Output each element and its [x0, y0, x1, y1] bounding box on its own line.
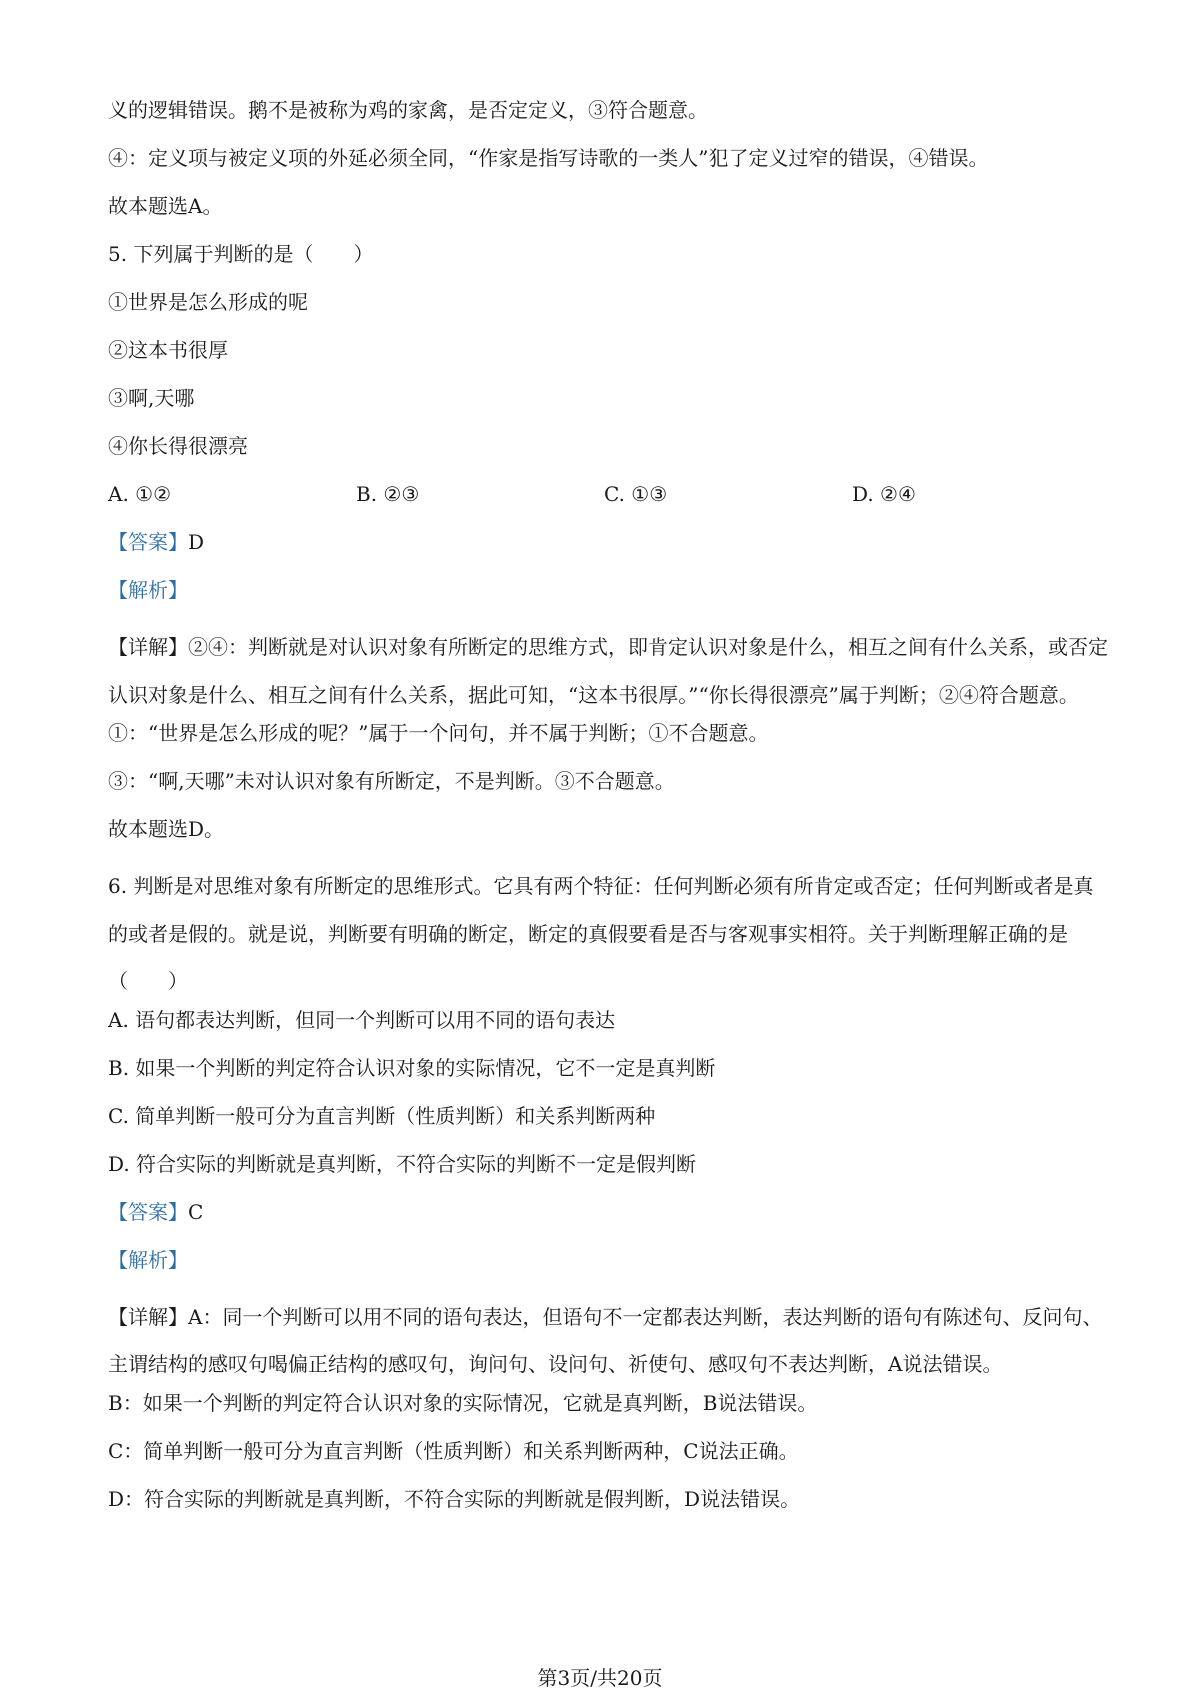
question-6-detail-paragraph — [108, 1294, 1108, 1389]
question-5-answer — [108, 528, 1108, 556]
question-5-item-3: ③啊,天哪 — [108, 386, 195, 410]
question-6-stem: 6. 判断是对思维对象有所断定的思维形式。它具有两个特征：任何判断必须有所肯定或否定；任何判断或者是真的或者是假的。就是说，判断要有明确的断定，断定的真假要看是否与客观事实相符。关于判断理解正确的是（ ） — [108, 874, 1094, 993]
question-6-option-c: C. 简单判断一般可分为直言判断（性质判断）和关系判断两种 — [108, 1103, 656, 1128]
answer-tag: 【答案】 — [108, 1199, 188, 1224]
question-5-option-b: B. ②③ — [356, 482, 420, 506]
question-5-stem: 5. 下列属于判断的是（ ） — [108, 242, 374, 266]
intro-line-1: 义的逻辑错误。鹅不是被称为鸡的家禽，是否定定义，③符合题意。 — [108, 98, 708, 122]
question-6-analysis — [108, 1246, 1108, 1274]
answer-value: C — [188, 1199, 204, 1224]
question-6-detail-line-3: C：简单判断一般可分为直言判断（性质判断）和关系判断两种，C说法正确。 — [108, 1438, 799, 1463]
question-5-item-1: ①世界是怎么形成的呢 — [108, 290, 308, 314]
question-5-item-2: ②这本书很厚 — [108, 338, 228, 362]
question-5-option-a: A. ①② — [108, 482, 172, 506]
page-footer: 第3页/共20页 — [537, 1666, 663, 1690]
question-5-option-c: C. ①③ — [604, 482, 668, 506]
question-5-item-4: ④你长得很漂亮 — [108, 434, 248, 458]
question-6-detail-line-2: B：如果一个判断的判定符合认识对象的实际情况，它就是真判断，B说法错误。 — [108, 1390, 818, 1415]
analysis-tag: 【解析】 — [108, 1247, 188, 1272]
page-content — [108, 96, 1108, 1533]
question-6-option-b: B. 如果一个判断的判定符合认识对象的实际情况，它不一定是真判断 — [108, 1055, 716, 1080]
detail-text: ②④：判断就是对认识对象有所断定的思维方式，即肯定认识对象是什么，相互之间有什么关系，或否定认识对象是什么、相互之间有什么关系，据此可知，“这本书很厚。”“你长得很漂亮”属于判断；②④符合题意。 — [108, 635, 1108, 707]
question-5-detail-paragraph — [108, 624, 1108, 719]
question-5-analysis — [108, 576, 1108, 604]
question-6-detail-line-4: D：符合实际的判断就是真判断，不符合实际的判断就是假判断，D说法错误。 — [108, 1486, 801, 1511]
answer-tag: 【答案】 — [108, 530, 188, 554]
analysis-tag: 【解析】 — [108, 578, 188, 602]
answer-value: D — [188, 530, 205, 554]
question-6-option-d: D. 符合实际的判断就是真判断，不符合实际的判断不一定是假判断 — [108, 1151, 697, 1176]
question-5-conclusion: 故本题选D。 — [108, 817, 225, 841]
question-5-detail-line-3: ③：“啊,天哪”未对认识对象有所断定，不是判断。③不合题意。 — [108, 769, 675, 793]
question-5-options — [108, 480, 1108, 508]
detail-text: A：同一个判断可以用不同的语句表达，但语句不一定都表达判断，表达判断的语句有陈述句、反问句、主谓结构的感叹句喝偏正结构的感叹句，询问句、设问句、祈使句、感叹句不表达判断，A说法错误。 — [108, 1304, 1103, 1376]
question-5-option-d: D. ②④ — [852, 482, 916, 506]
detail-tag: 【详解】 — [108, 1304, 188, 1329]
question-6-answer — [108, 1198, 1108, 1226]
intro-line-3: 故本题选A。 — [108, 194, 223, 218]
detail-tag: 【详解】 — [108, 635, 188, 659]
intro-line-2: ④：定义项与被定义项的外延必须全同，“作家是指写诗歌的一类人”犯了定义过窄的错误，④错误。 — [108, 146, 989, 170]
question-5-detail-line-2: ①：“世界是怎么形成的呢？”属于一个问句，并不属于判断；①不合题意。 — [108, 721, 769, 745]
question-6-option-a: A. 语句都表达判断，但同一个判断可以用不同的语句表达 — [108, 1007, 616, 1032]
